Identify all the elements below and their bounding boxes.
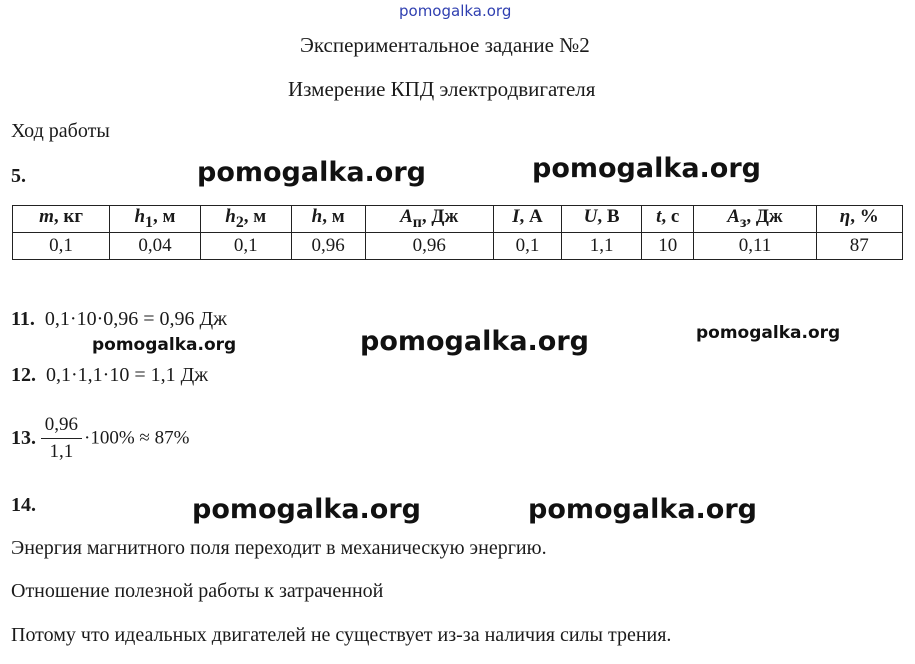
watermark: pomogalka.org [528, 494, 757, 525]
item-14-number: 14. [11, 494, 36, 516]
table-cell: 0,96 [291, 233, 365, 260]
item-11 [11, 308, 227, 331]
table-cell: 87 [816, 233, 902, 260]
item-13 [11, 414, 189, 463]
item-13-numerator: 0,96 [41, 414, 82, 439]
table-cell: 0,04 [110, 233, 201, 260]
table-header: η, % [816, 206, 902, 233]
item-12-formula: 0,1·1,1·10 = 1,1 Дж [46, 364, 209, 386]
item-11-number: 11. [11, 308, 35, 330]
table-header: $h_1$, м [110, 206, 201, 233]
table-header: I, А [493, 206, 561, 233]
table-header: m, кг [13, 206, 110, 233]
table-header: $h_2$, м [200, 206, 291, 233]
item-13-number: 13. [11, 427, 36, 449]
answer-line-2: Отношение полезной работы к затраченной [11, 580, 384, 602]
measurement-table [12, 205, 903, 260]
table-cell: 0,1 [493, 233, 561, 260]
page-title: Экспериментальное задание №2 [300, 33, 590, 57]
table-header: U, В [562, 206, 642, 233]
table-cell: 0,11 [694, 233, 816, 260]
item-12-number: 12. [11, 364, 36, 386]
item-13-fraction [41, 414, 82, 463]
table-cell: 0,1 [200, 233, 291, 260]
item-5-number: 5. [11, 165, 26, 187]
table-header: $A_з$, Дж [694, 206, 816, 233]
table-cell: 10 [642, 233, 694, 260]
item-13-rest: ·100% ≈ 87% [84, 427, 190, 449]
page-subtitle: Измерение КПД электродвигателя [288, 77, 596, 101]
item-13-denominator: 1,1 [49, 441, 74, 462]
table-row [13, 233, 903, 260]
table-header: h, м [291, 206, 365, 233]
table-cell: 0,96 [365, 233, 493, 260]
table-cell: 1,1 [562, 233, 642, 260]
watermark: pomogalka.org [696, 323, 841, 343]
table-header: t, с [642, 206, 694, 233]
item-12 [11, 364, 208, 387]
answer-line-1: Энергия магнитного поля переходит в механическую энергию. [11, 537, 547, 559]
item-11-formula: 0,1·10·0,96 = 0,96 Дж [44, 308, 227, 330]
table-header-row [13, 206, 903, 233]
watermark: pomogalka.org [197, 157, 426, 188]
watermark: pomogalka.org [360, 326, 589, 357]
table-cell: 0,1 [13, 233, 110, 260]
watermark: pomogalka.org [532, 153, 761, 184]
answer-line-3: Потому что идеальных двигателей не существует из-за наличия силы трения. [11, 624, 672, 646]
watermark: pomogalka.org [92, 335, 237, 355]
watermark: pomogalka.org [192, 494, 421, 525]
watermark-top: pomogalka.org [399, 2, 512, 20]
section-label: Ход работы [11, 120, 110, 142]
table-header: $A_п$, Дж [365, 206, 493, 233]
